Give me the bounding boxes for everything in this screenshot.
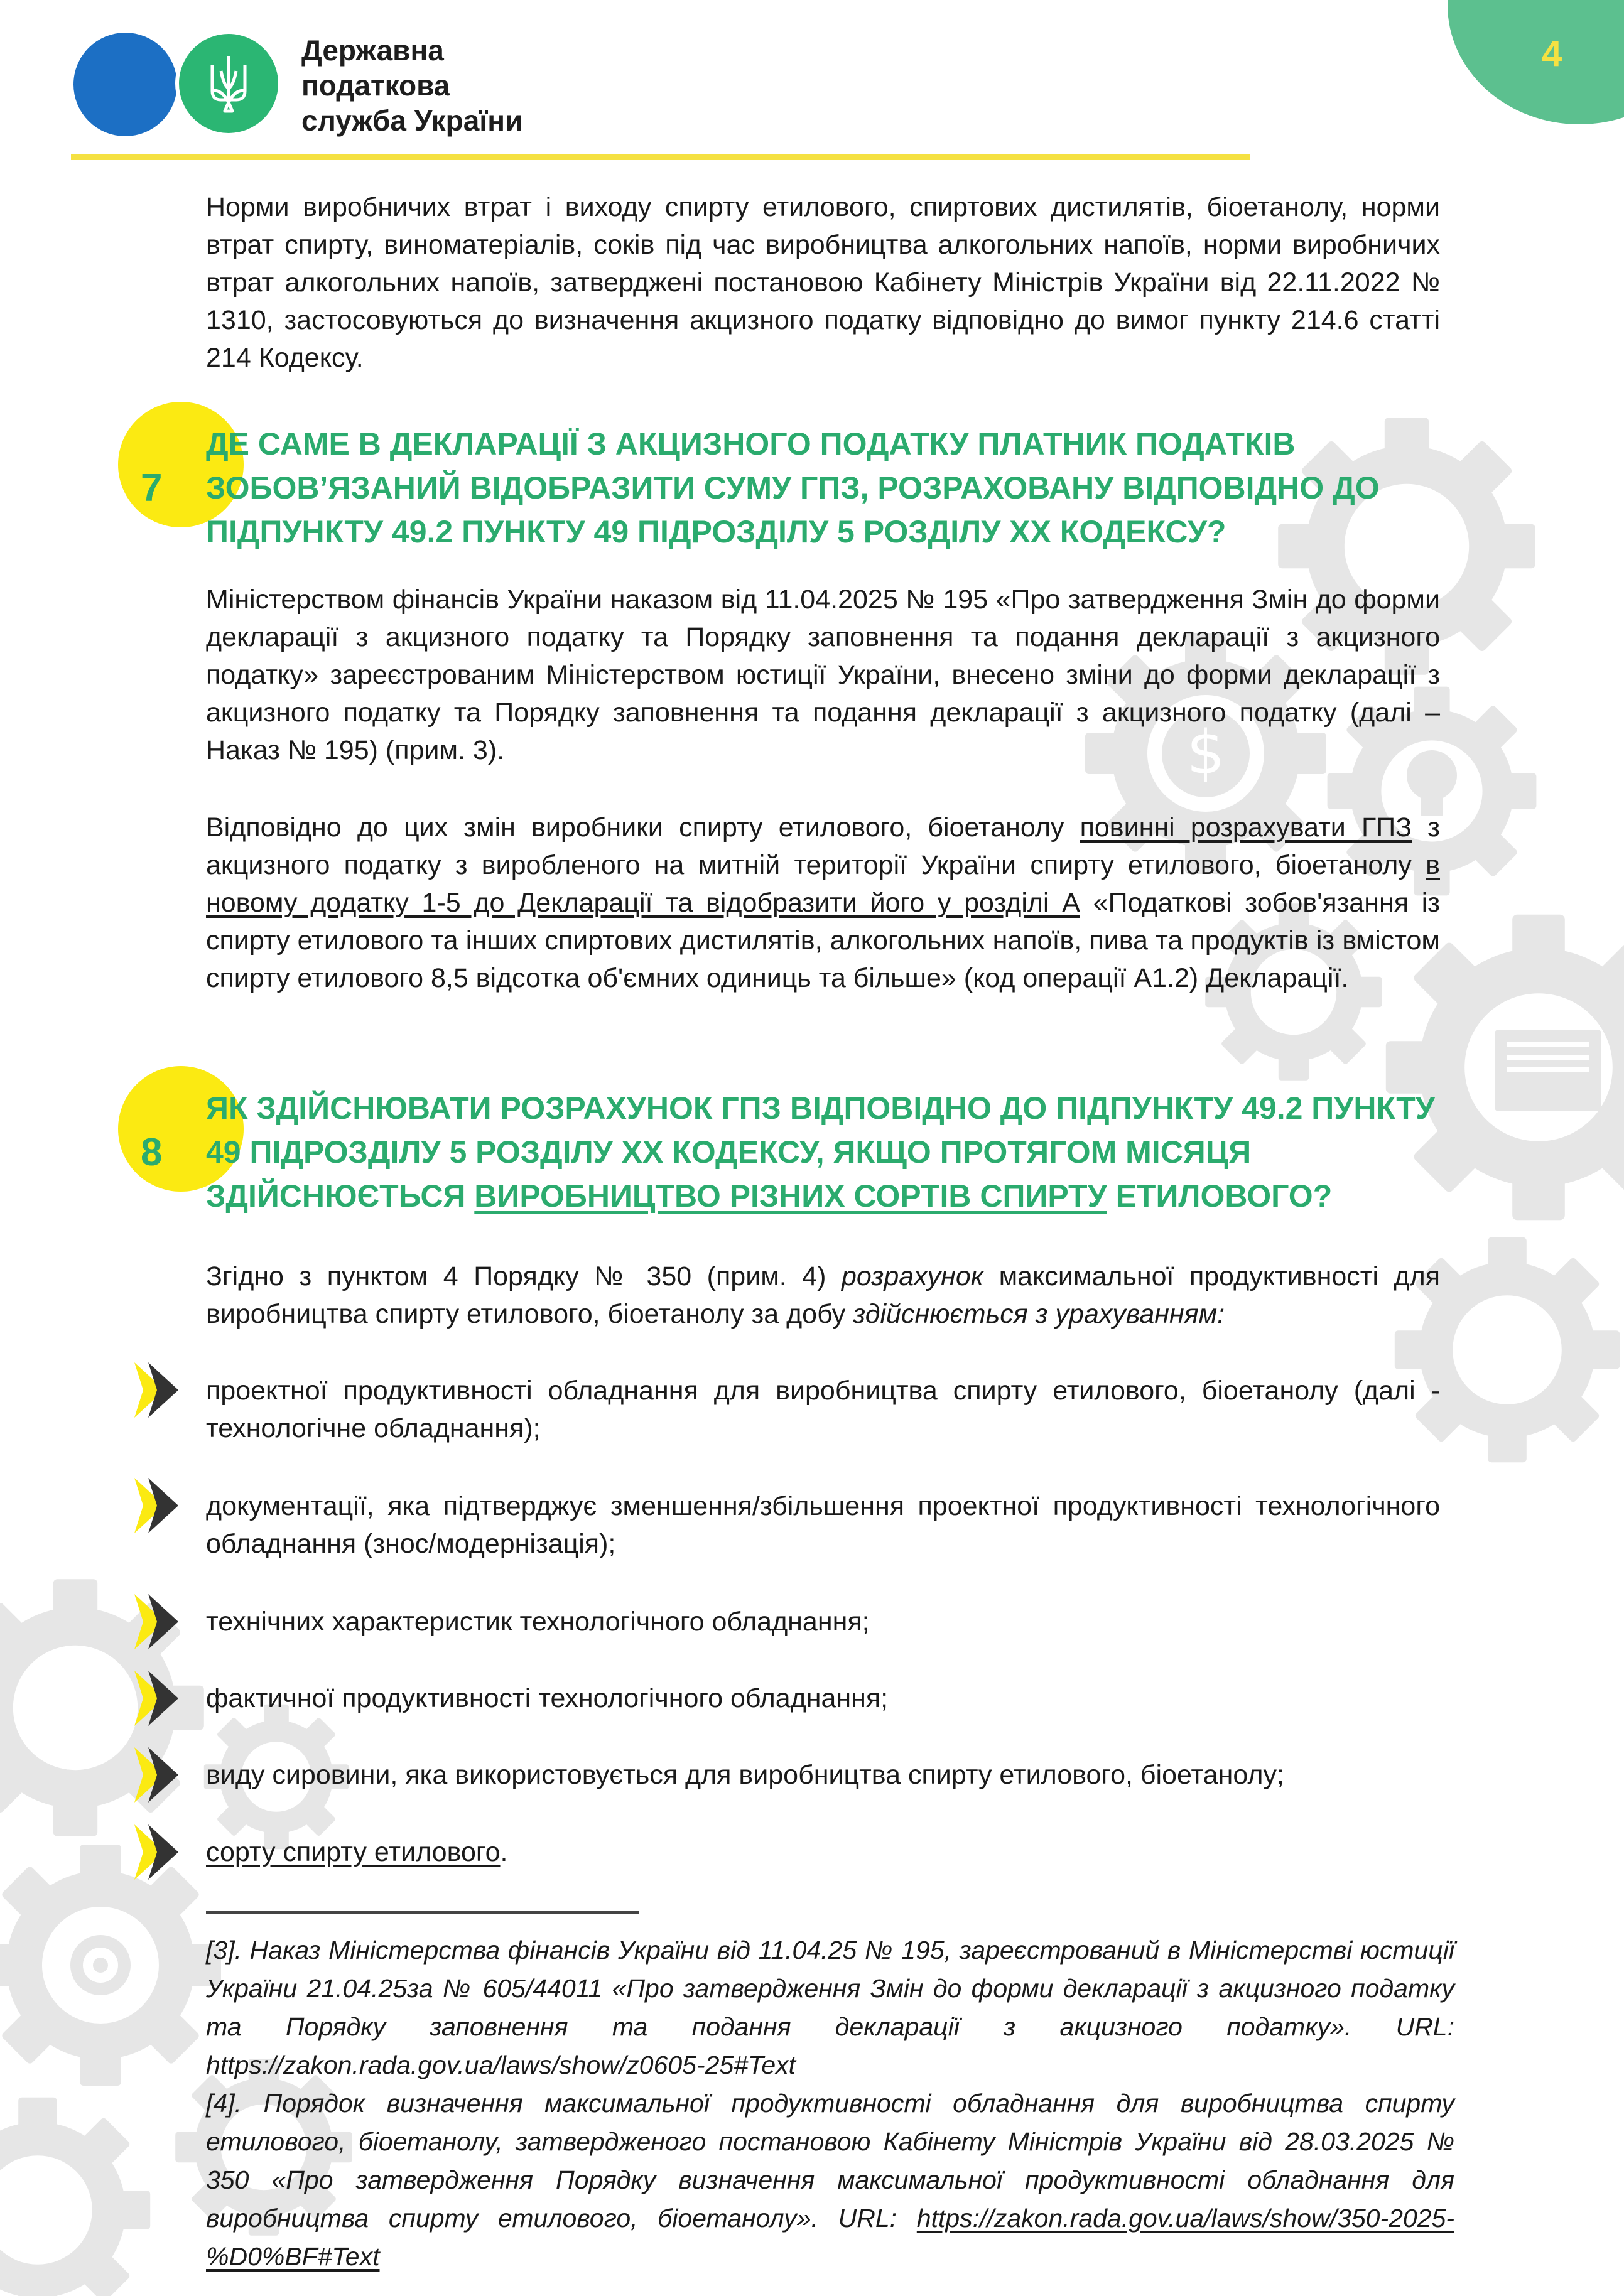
logo-green-circle bbox=[175, 30, 282, 137]
bullet-arrow-icon bbox=[132, 1590, 182, 1653]
page-number: 4 bbox=[1542, 33, 1562, 74]
list-item: технічних характеристик технологічного обладнання; bbox=[206, 1607, 870, 1637]
svg-text:$: $ bbox=[1186, 718, 1225, 788]
header-divider bbox=[71, 154, 1250, 160]
list-item: сорту спирту етилового. bbox=[206, 1837, 508, 1867]
question-8-intro: Згідно з пунктом 4 Порядку № 350 (прим. 4) розрахунок максимальної продуктивності для виробництва спирту етилового, біоетанолу за добу здійснюється з урахуванням: bbox=[206, 1261, 1441, 1329]
question-7-title: ДЕ САМЕ В ДЕКЛАРАЦІЇ З АКЦИЗНОГО ПОДАТКУ ПЛАТНИК ПОДАТКІВ ЗОБОВ’ЯЗАНИЙ ВІДОБРАЗИТИ СУМУ ГПЗ, РОЗРАХОВАНУ ВІДПОВІДНО ДО ПІДПУНКТУ 49.2 ПУНКТУ 49 ПІДРОЗДІЛУ 5 РОЗДІЛУ ХХ КОДЕКСУ? bbox=[206, 426, 1380, 549]
must-calculate-link-text: повинні розрахувати ГПЗ bbox=[1080, 812, 1412, 843]
organization-name: Державна податкова служба України bbox=[301, 34, 523, 137]
list-item: документації, яка підтверджує зменшення/збільшення проектної продуктивності технологічного обладнання (знос/модернізація); bbox=[206, 1491, 1440, 1559]
new-annex-link-text: в новому додатку 1-5 до Декларації та відобразити його у розділі А bbox=[206, 850, 1440, 918]
bullet-arrow-icon bbox=[132, 1744, 182, 1806]
trident-emblem-icon bbox=[207, 52, 250, 115]
footnote-4: [4]. Порядок визначення максимальної продуктивності обладнання для виробництва спирту етилового, біоетанолу, затвердженого постановою Кабінету Міністрів України від 28.03.2025 № 350 «Про затвердження Порядку визначення максимальної продуктивності обладнання для виробництва спирту етилового, біоетанолу». URL: https://zakon.rada.gov.ua/laws/show/350-2025-%D0%BF#Text bbox=[206, 2089, 1454, 2271]
question-7-paragraph-2: Відповідно до цих змін виробники спирту етилового, біоетанолу повинні розрахувати ГПЗ з акцизного податку з виробленого на митній території України спирту етилового, біоетанолу в новому додатку 1-5 до Декларації та відобразити його у розділі А «Податкові зобов'язання із спирту етилового та інших спиртових дистилятів, алкогольних напоїв, пива та продуктів із вмістом спирту етилового 8,5 відсотка об'ємних одиниць та більше» (код операції А1.2) Декларації. bbox=[206, 812, 1440, 993]
footnote-separator bbox=[206, 1911, 639, 1914]
bullet-arrow-icon bbox=[132, 1667, 182, 1730]
list-item: фактичної продуктивності технологічного обладнання; bbox=[206, 1683, 889, 1713]
question-7-number: 7 bbox=[141, 466, 163, 510]
intro-paragraph: Норми виробничих втрат і виходу спирту етилового, спиртових дистилятів, біоетанолу, норми втрат спирту, виноматеріалів, соків під час виробництва алкогольних напоїв, норми виробничих втрат алкогольних напоїв, затверджені постановою Кабінету Міністрів України від 22.11.2022 № 1310, застосовуються до визначення акцизного податку відповідно до вимог пункту 214.6 статті 214 Кодексу. bbox=[206, 192, 1440, 373]
bullet-arrow-icon bbox=[132, 1474, 182, 1537]
footnote-3: [3]. Наказ Міністерства фінансів України від 11.04.25 № 195, зареєстрований в Міністерстві юстиції України 21.04.25за № 605/44011 «Про затвердження Змін до форми декларації з акцизного податку та Порядку заповнення та подання декларації з акцизного податку». URL: https://zakon.rada.gov.ua/laws/show/z0605-25#Text bbox=[206, 1936, 1454, 2079]
footnote-4-link[interactable]: https://zakon.rada.gov.ua/laws/show/350-2025-%D0%BF#Text bbox=[206, 2204, 1454, 2271]
question-7-paragraph-1: Міністерством фінансів України наказом від 11.04.2025 № 195 «Про затвердження Змін до форми декларації з акцизного податку та Порядку заповнення та подання декларації з акцизного податку» зареєстрованим Міністерством юстиції України, внесено зміни до форми декларації з акцизного податку та Порядку заповнення та подання декларації з акцизного податку (далі – Наказ № 195) (прим. 3). bbox=[206, 585, 1440, 765]
list-item: виду сировини, яка використовується для виробництва спирту етилового, біоетанолу; bbox=[206, 1760, 1284, 1790]
question-8-title: ЯК ЗДІЙСНЮВАТИ РОЗРАХУНОК ГПЗ ВІДПОВІДНО ДО ПІДПУНКТУ 49.2 ПУНКТУ 49 ПІДРОЗДІЛУ 5 РОЗДІЛУ ХХ КОДЕКСУ, ЯКЩО ПРОТЯГОМ МІСЯЦЯ ЗДІЙСНЮЄТЬСЯ ВИРОБНИЦТВО РІЗНИХ СОРТІВ СПИРТУ ЕТИЛОВОГО? bbox=[206, 1091, 1435, 1214]
bullet-arrow-icon bbox=[132, 1359, 182, 1421]
list-item: проектної продуктивності обладнання для виробництва спирту етилового, біоетанолу (далі - технологічне обладнання); bbox=[206, 1376, 1440, 1443]
logo-blue-circle bbox=[73, 33, 177, 136]
question-8-number: 8 bbox=[141, 1131, 163, 1174]
bullet-arrow-icon bbox=[132, 1821, 182, 1884]
